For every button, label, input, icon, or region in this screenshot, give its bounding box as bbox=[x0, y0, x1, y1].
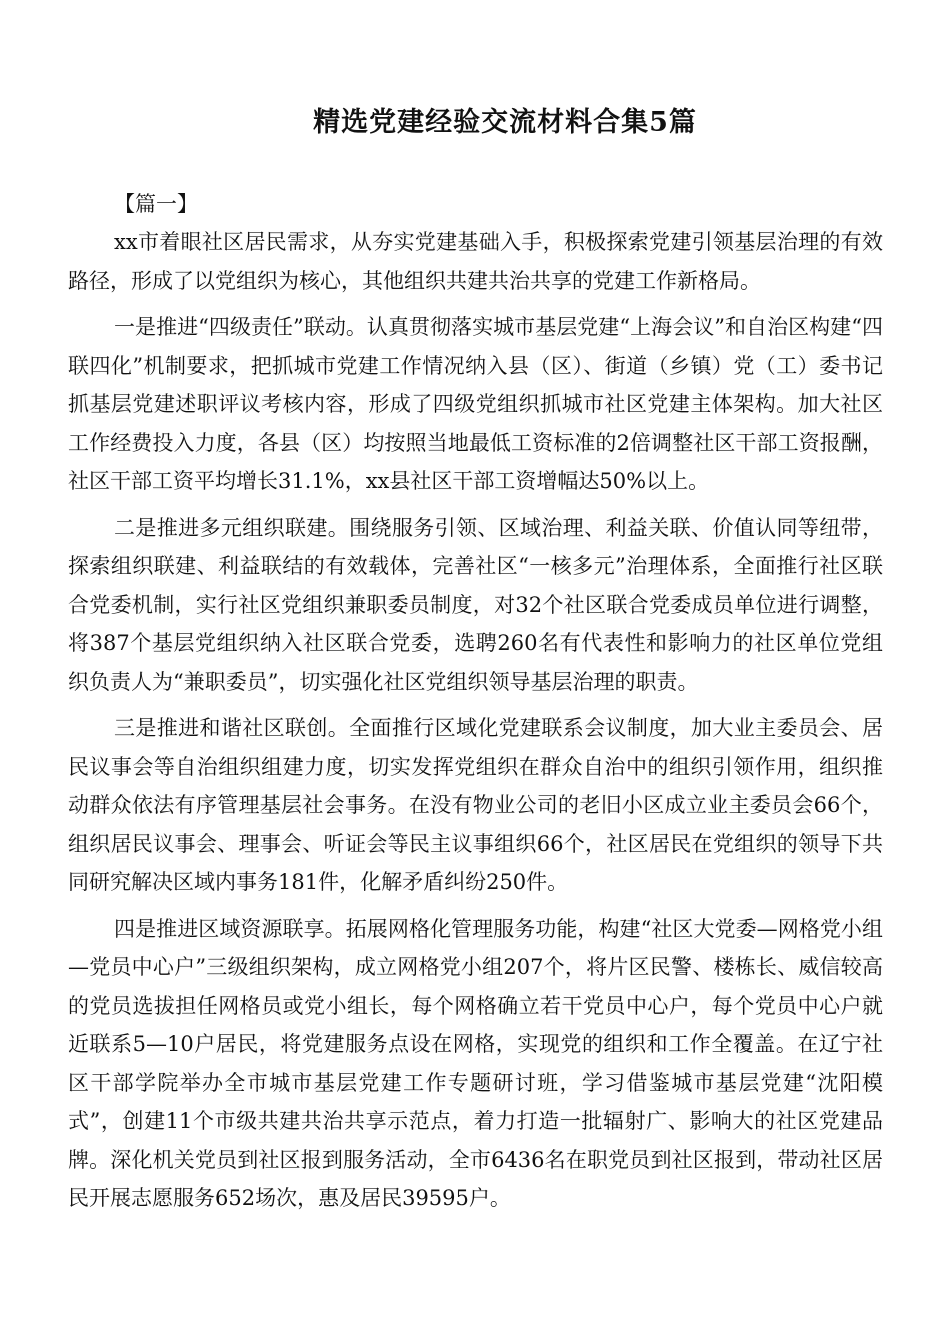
paragraph-intro: xx市着眼社区居民需求，从夯实党建基础入手，积极探索党建引领基层治理的有效路径，形成了以党组织为核心，其他组织共建共治共享的党建工作新格局。 bbox=[68, 230, 883, 293]
section-heading: 【篇一】 bbox=[114, 192, 198, 216]
paragraph-four-level-responsibility: 一是推进“四级责任”联动。认真贯彻落实城市基层党建“上海会议”和自治区构建“四联四化”机制要求，把抓城市党建工作情况纳入县（区）、街道（乡镇）党（工）委书记抓基层党建述职评议考核内容，形成了四级党组织抓城市社区党建主体架构。加大社区工作经费投入力度，各县（区）均按照当地最低工资标准的2倍调整社区干部工资报酬，社区干部工资平均增长31.1%，xx县社区干部工资增幅达50%以上。 bbox=[68, 315, 883, 493]
document-title: 精选党建经验交流材料合集5篇 bbox=[313, 107, 697, 138]
document-body bbox=[68, 185, 883, 1226]
paragraph-multi-organization: 二是推进多元组织联建。围绕服务引领、区域治理、利益关联、价值认同等纽带，探索组织联建、利益联结的有效载体，完善社区“一核多元”治理体系，全面推行社区联合党委机制，实行社区党组织兼职委员制度，对32个社区联合党委成员单位进行调整，将387个基层党组织纳入社区联合党委，选聘260名有代表性和影响力的社区单位党组织负责人为“兼职委员”，切实强化社区党组织领导基层治理的职责。 bbox=[68, 515, 883, 694]
paragraph-harmonious-community: 三是推进和谐社区联创。全面推行区域化党建联系会议制度，加大业主委员会、居民议事会等自治组织组建力度，切实发挥党组织在群众自治中的组织引领作用，组织推动群众依法有序管理基层社会事务。在没有物业公司的老旧小区成立业主委员会66个，组织居民议事会、理事会、听证会等民主议事组织66个，社区居民在党组织的领导下共同研究解决区域内事务181件，化解矛盾纠纷250件。 bbox=[68, 716, 883, 894]
paragraph-resource-sharing: 四是推进区域资源联享。拓展网格化管理服务功能，构建“社区大党委—网格党小组—党员中心户”三级组织架构，成立网格党小组207个，将片区民警、楼栋长、威信较高的党员选拔担任网格员或党小组长，每个网格确立若干党员中心户，每个党员中心户就近联系5—10户居民，将党建服务点设在网格，实现党的组织和工作全覆盖。在辽宁社区干部学院举办全市城市基层党建工作专题研讨班，学习借鉴城市基层党建“沈阳模式”，创建11个市级共建共治共享示范点，着力打造一批辐射广、影响大的社区党建品牌。深化机关党员到社区报到服务活动，全市6436名在职党员到社区报到，带动社区居民开展志愿服务652场次，惠及居民39595户。 bbox=[68, 916, 883, 1210]
